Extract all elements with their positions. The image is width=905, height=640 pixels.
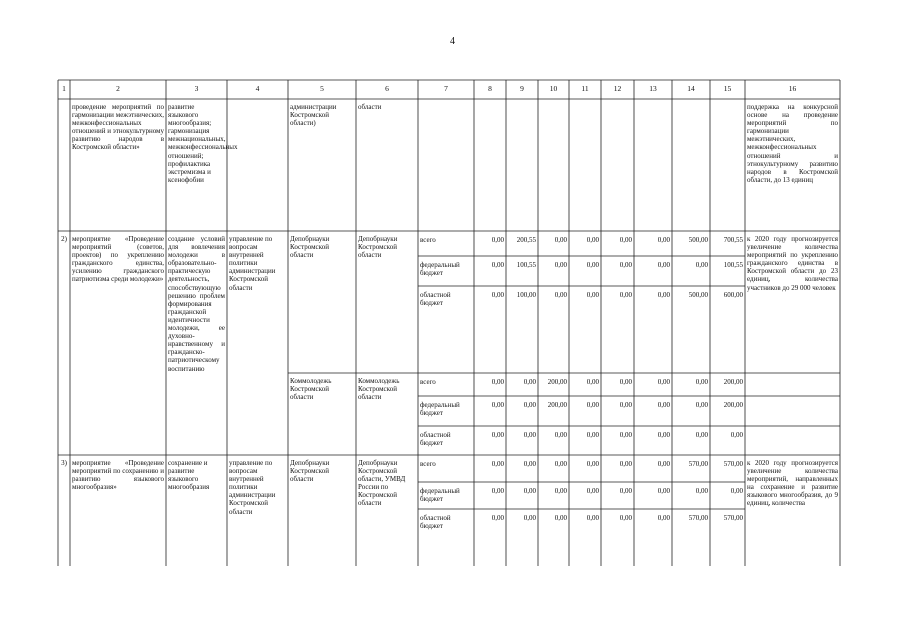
row3-line1-val1: 0,00 (523, 487, 536, 495)
row3-line2-val7: 570,00 (723, 514, 743, 522)
row2-col2: мероприятие «Проведение мероприятий (советов, проектов) по укреплению гражданского единства, усилению гражданского патриотизма среди молодежи» (72, 235, 164, 284)
row3-col16: к 2020 году прогнозируется увеличение количества мероприятий, направленных на сохранение и развитие языкового многообразия, до 9 единиц, количества (747, 459, 838, 508)
header-col-11: 11 (581, 84, 589, 93)
row2-g1-line1-val0: 0,00 (491, 261, 504, 269)
cont-col2: проведение мероприятий по гармонизации межэтнических, межконфессиональных отношений и этнокультурному развитию народов в Костромской области» (72, 103, 164, 152)
header-col-4: 4 (255, 84, 260, 93)
row2-g2-line2-label: областной бюджет (420, 431, 451, 448)
row2-number: 2) (61, 235, 67, 243)
row2-g1-line1-label: федеральный бюджет (420, 261, 460, 278)
row2-g2-line1-label: федеральный бюджет (420, 401, 460, 418)
row3-line0-val7: 570,00 (723, 460, 743, 468)
row2-g1-line1-val5: 0,00 (657, 261, 670, 269)
row3-line1-val3: 0,00 (586, 487, 599, 495)
row2-col3: создание условий для вовлечения молодежи в образовательно-практическую деятельность, способствующую решению проблем формирования гражданской идентичности молодежи, ее духовно-нравственному и гражданско-патриотическому воспитанию (168, 235, 225, 373)
row3-line2-val1: 0,00 (523, 514, 536, 522)
row2-g1-line1-val3: 0,00 (586, 261, 599, 269)
row3-line0-val2: 0,00 (554, 460, 567, 468)
row3-line2-val2: 0,00 (554, 514, 567, 522)
row2-g1-line1-val1: 100,55 (516, 261, 536, 269)
row2-g2-line1-val6: 0,00 (695, 401, 708, 409)
row2-g1-line0-label: всего (420, 236, 436, 244)
row3-col3: сохранение и развитие языкового многообразия (168, 459, 210, 492)
header-col-14: 14 (687, 84, 695, 93)
row2-g2-line2-val6: 0,00 (695, 431, 708, 439)
row2-g1-line2-val5: 0,00 (657, 291, 670, 299)
header-col-15: 15 (723, 84, 732, 93)
row2-g1-line0-val5: 0,00 (657, 236, 670, 244)
row2-g2-line1-val1: 0,00 (523, 401, 536, 409)
row2-g2-line2-val5: 0,00 (657, 431, 670, 439)
row2-g1-line2-val2: 0,00 (554, 291, 567, 299)
row2-g1-line1-val7: 100,55 (723, 261, 743, 269)
row3-line2-val5: 0,00 (657, 514, 670, 522)
row2-g2-line2-val7: 0,00 (730, 431, 743, 439)
row3-line2-val0: 0,00 (491, 514, 504, 522)
row2-g2-line0-val0: 0,00 (491, 378, 504, 386)
row2-g2-line2-val4: 0,00 (619, 431, 632, 439)
row2-g2-line0-val2: 200,00 (547, 378, 567, 386)
row3-line2-val4: 0,00 (619, 514, 632, 522)
row2-col4: управление по вопросам внутренней политики администрации Костромской области (229, 235, 276, 292)
row2-g2-line0-label: всего (420, 378, 436, 386)
row2-g2-line1-val2: 200,00 (547, 401, 567, 409)
header-col-1: 1 (62, 84, 66, 93)
row2-g2-line0-val7: 200,00 (723, 378, 743, 386)
row3-line1-val0: 0,00 (491, 487, 504, 495)
header-col-5: 5 (320, 84, 324, 93)
header-col-16: 16 (788, 84, 797, 93)
row2-g1-col6: Депобрнауки Костромской области (358, 235, 398, 260)
row3-line0-val0: 0,00 (491, 460, 504, 468)
header-col-7: 7 (444, 84, 448, 93)
header-col-13: 13 (649, 84, 657, 93)
row3-line1-val4: 0,00 (619, 487, 632, 495)
header-col-12: 12 (613, 84, 622, 93)
row2-g1-line1-val6: 0,00 (695, 261, 708, 269)
row3-line1-val2: 0,00 (554, 487, 567, 495)
header-col-3: 3 (194, 84, 199, 93)
row2-g1-line2-val0: 0,00 (491, 291, 504, 299)
row2-g1-line0-val2: 0,00 (554, 236, 567, 244)
row3-line0-val3: 0,00 (586, 460, 599, 468)
row2-g1-line0-val1: 200,55 (516, 236, 536, 244)
row3-line2-label: областной бюджет (420, 514, 451, 531)
header-col-10: 10 (549, 84, 558, 93)
header-col-9: 9 (520, 84, 524, 93)
row2-g1-line0-val4: 0,00 (619, 236, 632, 244)
row3-line2-val6: 570,00 (688, 514, 708, 522)
row3-line1-val5: 0,00 (657, 487, 670, 495)
row3-line0-val4: 0,00 (619, 460, 632, 468)
cont-col6: области (358, 103, 382, 111)
row3-col5: Депобрнауки Костромской области (290, 459, 330, 484)
page-number: 4 (450, 36, 455, 47)
row2-g1-line0-val0: 0,00 (491, 236, 504, 244)
row2-g1-line2-label: областной бюджет (420, 291, 451, 308)
row3-line0-val1: 0,00 (523, 460, 536, 468)
row2-g1-line1-val4: 0,00 (619, 261, 632, 269)
row3-line1-label: федеральный бюджет (420, 487, 460, 504)
row3-col6: Депобрнауки Костромской области, УМВД России по Костромской области (358, 459, 406, 508)
row2-g1-line2-val7: 600,00 (723, 291, 743, 299)
row2-g1-line0-val3: 0,00 (586, 236, 599, 244)
row2-g1-line0-val6: 500,00 (688, 236, 708, 244)
row2-g1-line2-val3: 0,00 (586, 291, 599, 299)
row2-g1-col5: Депобрнауки Костромской области (290, 235, 330, 260)
row2-g2-line0-val1: 0,00 (523, 378, 536, 386)
row3-line1-val7: 0,00 (730, 487, 743, 495)
row2-g2-line2-val3: 0,00 (586, 431, 599, 439)
row2-g2-line1-val0: 0,00 (491, 401, 504, 409)
row3-line1-val6: 0,00 (695, 487, 708, 495)
row3-line2-val3: 0,00 (586, 514, 599, 522)
row3-line0-val6: 570,00 (688, 460, 708, 468)
header-col-2: 2 (116, 84, 120, 93)
row2-g1-line2-val4: 0,00 (619, 291, 632, 299)
row3-col4: управление по вопросам внутренней политики администрации Костромской области (229, 459, 276, 516)
row3-line0-val5: 0,00 (657, 460, 670, 468)
row2-g1-line2-val6: 500,00 (688, 291, 708, 299)
row2-g2-line2-val2: 0,00 (554, 431, 567, 439)
row2-g1-line1-val2: 0,00 (554, 261, 567, 269)
row2-g2-line1-val3: 0,00 (586, 401, 599, 409)
header-col-8: 8 (488, 84, 492, 93)
row2-g2-col5: Коммолодежь Костромской области (290, 377, 332, 402)
header-col-6: 6 (385, 84, 389, 93)
row2-g2-line1-val7: 200,00 (723, 401, 743, 409)
row2-g2-col6: Коммолодежь Костромской области (358, 377, 400, 402)
cont-col16: поддержка на конкурсной основе на проведение мероприятий по гармонизации межэтнических, межконфессиональных отношений и этнокультурному развитию народов в Костромской области, до 13 единиц (747, 103, 838, 184)
row3-number: 3) (61, 459, 67, 467)
row2-g2-line0-val6: 0,00 (695, 378, 708, 386)
row2-g2-line1-val4: 0,00 (619, 401, 632, 409)
row2-g2-line2-val1: 0,00 (523, 431, 536, 439)
cont-col3: развитие языкового многообразия; гармонизация межнациональных, межконфессиональных отношений; профилактика экстремизма и ксенофобии (168, 103, 238, 184)
cont-col5: администрации Костромской области) (290, 103, 337, 128)
row2-col16: к 2020 году прогнозируется увеличение количества мероприятий по укреплению гражданского единства в Костромской области до 23 единиц, количества участников до 29 000 человек (747, 235, 838, 292)
row2-g1-line2-val1: 100,00 (516, 291, 536, 299)
row2-g2-line1-val5: 0,00 (657, 401, 670, 409)
row2-g2-line0-val3: 0,00 (586, 378, 599, 386)
row2-g1-line0-val7: 700,55 (723, 236, 743, 244)
row2-g2-line0-val5: 0,00 (657, 378, 670, 386)
row3-col2: мероприятие «Проведение мероприятий по сохранению и развитию языкового многообразия» (72, 459, 164, 492)
row2-g2-line2-val0: 0,00 (491, 431, 504, 439)
row3-line0-label: всего (420, 460, 436, 468)
row2-g2-line0-val4: 0,00 (619, 378, 632, 386)
